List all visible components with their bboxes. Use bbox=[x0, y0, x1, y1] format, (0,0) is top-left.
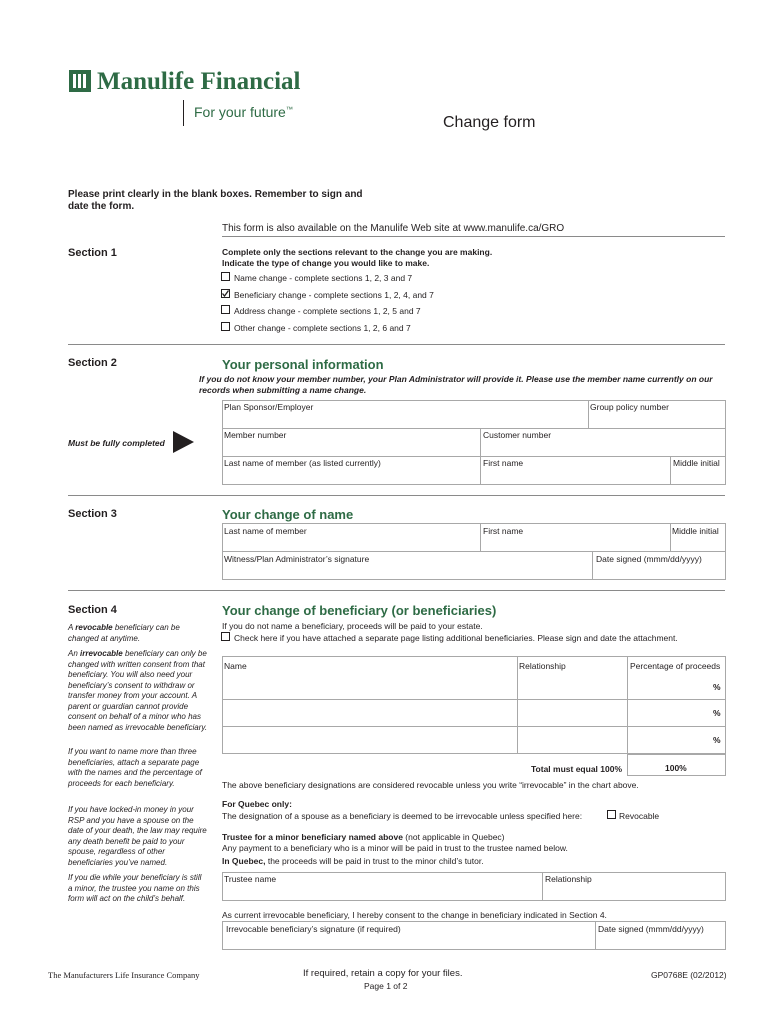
quebec-text: The designation of a spouse as a beneficiary is deemed to be irrevocable unless specified here: bbox=[222, 811, 583, 821]
attachment-checkbox[interactable] bbox=[221, 632, 230, 641]
trustee-quebec-text: In Quebec, the proceeds will be paid in trust to the minor child’s tutor. bbox=[222, 856, 484, 866]
footer-company: The Manufacturers Life Insurance Company bbox=[48, 970, 200, 980]
relationship-column-label: Relationship bbox=[519, 661, 566, 671]
section-3-label: Section 3 bbox=[68, 508, 117, 520]
beneficiary-name-field[interactable] bbox=[223, 700, 518, 727]
section-4-heading: Your change of beneficiary (or beneficiaries) bbox=[222, 603, 497, 618]
beneficiary-name-field[interactable] bbox=[223, 727, 518, 754]
member-number-label: Member number bbox=[224, 430, 287, 440]
form-code: GP0768E (02/2012) bbox=[651, 970, 727, 980]
company-logo-text: Manulife Financial bbox=[97, 68, 301, 95]
intro-instructions: Please print clearly in the blank boxes. Remember to sign and date the form. bbox=[68, 189, 363, 212]
revocable-note: A revocable beneficiary can be changed at anytime. bbox=[68, 623, 180, 643]
trustee-text: Any payment to a beneficiary who is a minor will be paid in trust to the trustee named below. bbox=[222, 843, 568, 853]
beneficiary-percentage-field[interactable] bbox=[628, 673, 726, 700]
other-change-checkbox[interactable] bbox=[221, 322, 230, 331]
quebec-heading: For Quebec only: bbox=[222, 799, 292, 809]
last-name-label: Last name of member bbox=[224, 526, 307, 536]
section-3-heading: Your change of name bbox=[222, 507, 354, 522]
trustee-table bbox=[222, 872, 726, 901]
beneficiary-percentage-field[interactable] bbox=[628, 727, 726, 754]
name-column-label: Name bbox=[224, 661, 247, 671]
trustee-heading: Trustee for a minor beneficiary named above (not applicable in Quebec) bbox=[222, 832, 505, 842]
customer-number-label: Customer number bbox=[483, 430, 552, 440]
beneficiary-relationship-field[interactable] bbox=[518, 673, 628, 700]
irrevocable-date-label: Date signed (mmm/dd/yyyy) bbox=[598, 924, 704, 934]
name-change-checkbox[interactable] bbox=[221, 272, 230, 281]
total-value: 100% bbox=[665, 763, 687, 773]
tagline: For your future™ bbox=[194, 104, 293, 120]
trustee-relationship-label: Relationship bbox=[545, 874, 592, 884]
consent-note: As current irrevocable beneficiary, I hereby consent to the change in beneficiary indicated in Section 4. bbox=[222, 910, 607, 920]
tagline-divider bbox=[183, 100, 184, 126]
checkmark-icon bbox=[221, 289, 230, 298]
irrevocable-note: An irrevocable beneficiary can only be changed with written consent from that beneficiary. You will also need your beneficiary’s consent to withdraw or transfer money from your account. A parent or guardian cannot provide consent on behalf of a minor who has been named as irrevocable beneficiary. bbox=[68, 649, 208, 732]
name-change-label: Name change - complete sections 1, 2, 3 and 7 bbox=[234, 273, 413, 283]
beneficiary-change-label: Beneficiary change - complete sections 1, 2, 4, and 7 bbox=[234, 290, 434, 300]
address-change-label: Address change - complete sections 1, 2, 5 and 7 bbox=[234, 306, 421, 316]
percentage-column-label: Percentage of proceeds bbox=[630, 661, 721, 671]
name-header bbox=[223, 657, 518, 673]
revocable-label: Revocable bbox=[619, 811, 660, 821]
personal-info-table bbox=[222, 400, 726, 485]
beneficiary-percentage-field[interactable] bbox=[628, 700, 726, 727]
address-change-checkbox[interactable] bbox=[221, 305, 230, 314]
total-label: Total must equal 100% bbox=[531, 764, 623, 774]
form-title: Change form bbox=[443, 114, 536, 131]
first-name-label: First name bbox=[483, 526, 524, 536]
divider bbox=[68, 495, 725, 496]
section-2-note: If you do not know your member number, your Plan Administrator will provide it. Please use the member name currently on our records when submitting a name change. bbox=[199, 374, 713, 395]
beneficiary-name-field[interactable] bbox=[223, 673, 518, 700]
must-complete-note: Must be fully completed bbox=[68, 438, 165, 448]
section-1-instruction-2: Indicate the type of change you would like to make. bbox=[222, 258, 430, 268]
witness-label: Witness/Plan Administrator’s signature bbox=[224, 554, 370, 564]
divider bbox=[68, 344, 725, 345]
arrow-right-icon bbox=[173, 431, 194, 453]
irrevocable-signature-label: Irrevocable beneficiary’s signature (if required) bbox=[226, 924, 401, 934]
section-1-label: Section 1 bbox=[68, 247, 117, 259]
first-name-label: First name bbox=[483, 458, 524, 468]
percent-sign: % bbox=[713, 682, 721, 692]
middle-initial-label: Middle initial bbox=[673, 458, 720, 468]
footer-retain-note: If required, retain a copy for your files. bbox=[303, 968, 463, 979]
page-number: Page 1 of 2 bbox=[364, 981, 408, 991]
last-name-label: Last name of member (as listed currently) bbox=[224, 458, 381, 468]
group-policy-label: Group policy number bbox=[590, 402, 669, 412]
section-2-label: Section 2 bbox=[68, 357, 117, 369]
section-4-label: Section 4 bbox=[68, 604, 117, 616]
percent-sign: % bbox=[713, 708, 721, 718]
divider bbox=[68, 590, 725, 591]
other-change-label: Other change - complete sections 1, 2, 6 and 7 bbox=[234, 323, 411, 333]
web-note: This form is also available on the Manulife Web site at www.manulife.ca/GRO bbox=[222, 223, 565, 234]
minor-beneficiary-note: If you die while your beneficiary is still a minor, the trustee you name on this form will act on the child’s behalf. bbox=[68, 873, 202, 903]
attachment-label: Check here if you have attached a separate page listing additional beneficiaries. Please sign and date the attachment. bbox=[234, 633, 678, 643]
date-signed-label: Date signed (mmm/dd/yyyy) bbox=[596, 554, 702, 564]
beneficiary-relationship-field[interactable] bbox=[518, 700, 628, 727]
revocable-designation-note: The above beneficiary designations are considered revocable unless you write “irrevocable” in the chart above. bbox=[222, 780, 639, 790]
percent-sign: % bbox=[713, 735, 721, 745]
more-beneficiaries-note: If you want to name more than three beneficiaries, attach a separate page with the names and the percentage of proceeds for each beneficiary. bbox=[68, 747, 202, 788]
revocable-checkbox[interactable] bbox=[607, 810, 616, 819]
section-2-heading: Your personal information bbox=[222, 357, 384, 372]
trustee-name-label: Trustee name bbox=[224, 874, 277, 884]
divider bbox=[222, 236, 725, 237]
manulife-logo-icon bbox=[69, 70, 91, 92]
no-beneficiary-note: If you do not name a beneficiary, proceeds will be paid to your estate. bbox=[222, 621, 483, 631]
plan-sponsor-label: Plan Sponsor/Employer bbox=[224, 402, 314, 412]
beneficiary-relationship-field[interactable] bbox=[518, 727, 628, 754]
beneficiary-change-checkbox[interactable] bbox=[221, 289, 230, 298]
locked-in-note: If you have locked-in money in your RSP and you have a spouse on the date of your death, the law may require any death benefit be paid to your spouse, regardless of other beneficiaries you’ve named. bbox=[68, 805, 207, 867]
section-1-instruction: Complete only the sections relevant to the change you are making. bbox=[222, 247, 493, 257]
middle-initial-label: Middle initial bbox=[672, 526, 719, 536]
